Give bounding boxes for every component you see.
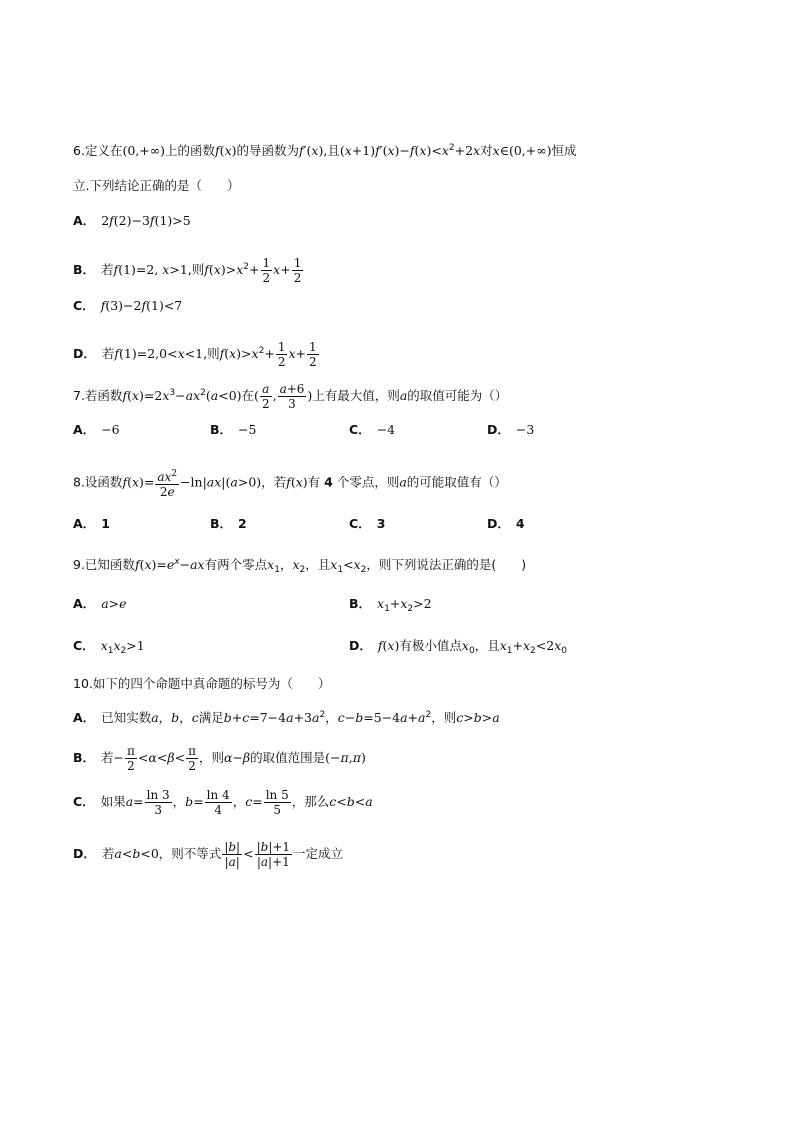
q6-stem-line2: 立.下列结论正确的是（ ） <box>73 178 240 193</box>
option-value: −5 <box>238 422 257 437</box>
option-value: 1 <box>101 516 110 531</box>
option-value: 4 <box>515 516 525 531</box>
option-label: B． <box>73 750 96 765</box>
q7-option-b <box>210 422 256 438</box>
q8-option-c <box>349 516 385 532</box>
option-value: −3 <box>515 422 535 437</box>
q10-option-d: D． 若a<b<0，则不等式 $\frac{|b|}{|a|}$ < $\frac{|b|+1}{|a|+1}$ 一定成立 <box>73 840 344 869</box>
option-label: C． <box>349 516 371 531</box>
option-value: 3 <box>376 516 386 531</box>
option-label: C． <box>349 422 371 437</box>
option-label: A． <box>73 596 96 611</box>
option-label: A． <box>73 516 96 531</box>
option-label: D． <box>349 638 372 653</box>
q8-option-d <box>487 516 525 532</box>
q7-option-a <box>73 422 120 438</box>
q6-option-a: A． 2f(2)−3f(1)>5 <box>73 213 191 228</box>
option-label: D． <box>73 346 96 361</box>
option-label: C． <box>73 298 95 313</box>
option-label: D． <box>487 422 510 437</box>
option-label: B． <box>210 422 233 437</box>
q9-option-d: D． f(x)有极小值点$x_0$，且$x_1+x_2<2x_0$ <box>349 638 568 656</box>
q7-option-d <box>487 422 534 438</box>
q6-stem-line1: 6.定义在(0,+∞)上的函数f(x)的导函数为f′(x),且$(x+1)f'(x)-f(x)<x^2+2x$对x∈(0,+∞)恒成 <box>73 143 577 158</box>
option-label: D． <box>487 516 510 531</box>
q8-option-b <box>210 516 247 532</box>
option-label: C． <box>73 638 95 653</box>
option-label: D． <box>73 846 96 861</box>
q10-option-a: A． 已知实数a，b，c满足$b+c=7-4a+3a^2$，$c-b=5-4a+a^2$，则c>b>a <box>73 710 500 725</box>
q6-option-b: B． 若f(1)=2, x>1,则$f(x)>x^2+$ $\frac{1}{2}$ x+ $\frac{1}{2}$ <box>73 256 302 285</box>
q7-stem: 7.若函数$f(x)=2x^3-ax^2(a<0)$在( $\frac{a}{2}$ , $\frac{a+6}{3}$ )上有最大值，则a的取值可能为（） <box>73 382 508 411</box>
option-label: B． <box>210 516 233 531</box>
option-label: B． <box>349 596 372 611</box>
q10-stem: 10.如下的四个命题中真命题的标号为（ ） <box>73 676 331 691</box>
option-label: A． <box>73 422 96 437</box>
option-value: 2 <box>238 516 247 531</box>
q9-stem: 9.已知函数$f(x)=e^x-ax$有两个零点$x_1$，$x_2$，且$x_1<x_2$，则下列说法正确的是( ) <box>73 557 527 575</box>
q6-option-d: D． 若f(1)=2,0<x<1,则$f(x)>x^2+$ $\frac{1}{2}$ x+ $\frac{1}{2}$ <box>73 340 317 369</box>
option-label: B． <box>73 262 96 277</box>
q9-option-a: A． a>e <box>73 596 127 611</box>
q7-option-c <box>349 422 395 438</box>
q6-option-c: C． f(3)−2f(1)<7 <box>73 298 183 313</box>
option-label: A． <box>73 213 96 228</box>
q8-stem: 8.设函数f(x)= $\frac{ax^2}{2e}$ −ln|ax|(a>0)，若f(x)有 4 个零点，则a的可能取值有（） <box>73 469 507 499</box>
q10-option-c: C． 如果a= $\frac{\ln 3}{3}$ ，b= $\frac{\ln 4}{4}$ ，c= $\frac{\ln 5}{5}$ ，那么c<b<a <box>73 788 373 817</box>
option-value: −4 <box>376 422 396 437</box>
option-value: −6 <box>101 422 120 437</box>
q10-option-b: B． 若− $\frac{\pi}{2}$ <α<β< $\frac{\pi}{2}$ ，则α−β的取值范围是(−π,π) <box>73 744 366 773</box>
q9-option-c: C． $x_1x_2>1$ <box>73 638 145 656</box>
option-label: C． <box>73 794 95 809</box>
q8-option-a <box>73 516 110 532</box>
option-label: A． <box>73 710 96 725</box>
q9-option-b: B． $x_1+x_2>2$ <box>349 596 432 614</box>
